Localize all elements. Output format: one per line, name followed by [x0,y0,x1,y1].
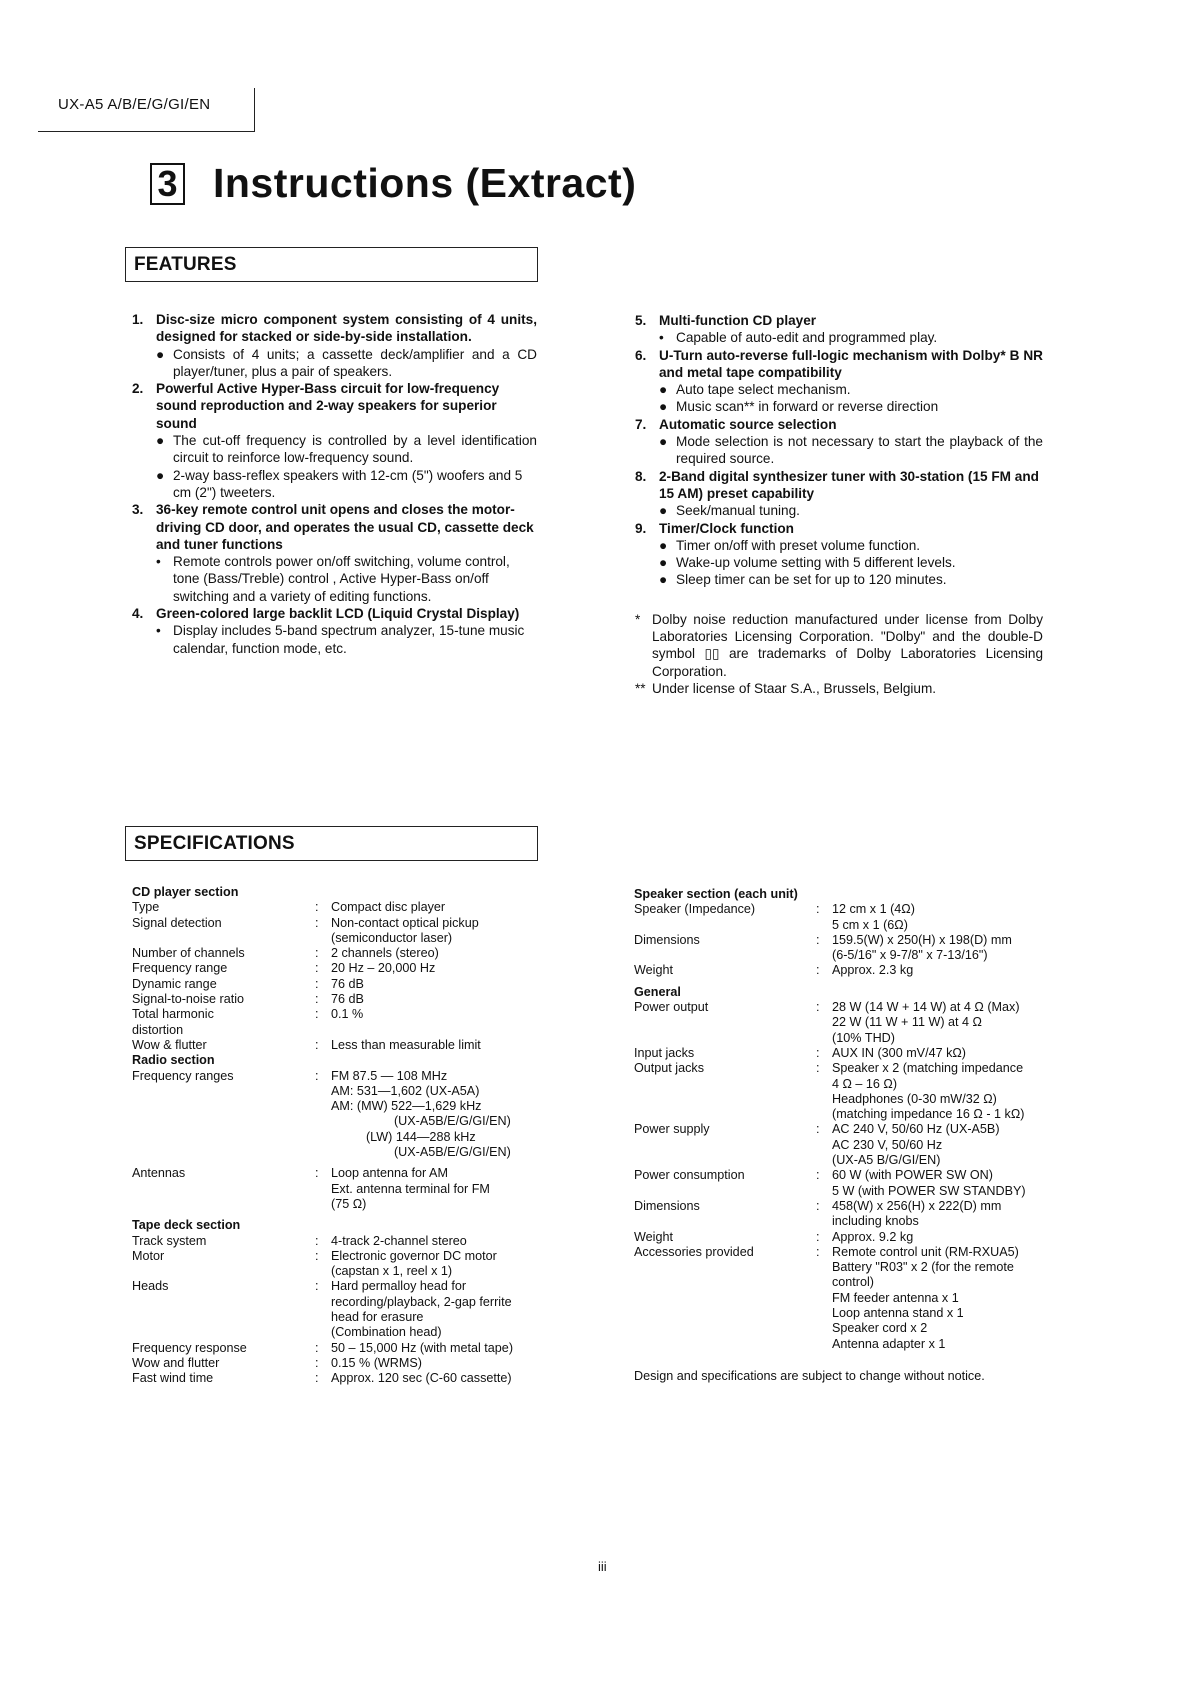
header-rule [38,131,255,132]
spec-value: Less than measurable limit [331,1037,481,1052]
footnote-mark: ** [635,680,646,696]
spec-row: Input jacks : AUX IN (300 mV/47 kΩ) [634,1046,1064,1061]
features-right-column [635,312,1043,697]
spec-value: AUX IN (300 mV/47 kΩ) [832,1045,966,1060]
spec-label: Wow & flutter [132,1037,207,1052]
spec-row: Frequency response : 50 – 15,000 Hz (with metal tape) [132,1341,552,1356]
spec-section-head: Tape deck section [132,1218,241,1233]
feature-subtext: Consists of 4 units; a cassette deck/amplifier and a CD player/tuner, plus a pair of speakers. [173,346,537,379]
feature-subitem [635,433,1043,468]
spec-label: Antennas [132,1166,186,1181]
footnote-text: Dolby noise reduction manufactured under license from Dolby Laboratories Licensing Corporation. "Dolby" and the double-D symbol ▯▯ are trademarks of Dolby Laboratories Licensing Corporation. [652,611,1043,679]
feature-subtext: The cut-off frequency is controlled by a level identification circuit to reinforce low-frequency sound. [173,433,537,466]
feature-number: 7. [635,416,647,432]
footnote-text: Under license of Staar S.A., Brussels, Belgium. [652,680,937,696]
spec-row: Type : Compact disc player [132,900,552,915]
spec-row: Speaker (Impedance) : 12 cm x 1 (4Ω) 5 cm x 1 (6Ω) [634,902,1064,933]
spec-label: Dimensions [634,1198,700,1213]
feature-subitem [635,381,1043,398]
footnote-mark: * [635,611,641,627]
feature-subitem [635,398,1043,415]
feature-title: Automatic source selection [659,416,837,432]
spec-value: Approx. 9.2 kg [832,1229,914,1244]
spec-row: Frequency range : 20 Hz – 20,000 Hz [132,961,552,976]
spec-label: Frequency response [132,1340,247,1355]
bullet: • [156,623,161,639]
spec-value: Hard permalloy head for recording/playback, 2-gap ferrite head for erasure (Combination head) [331,1279,512,1340]
feature-title: Disc-size micro component system consisting of 4 units, designed for stacked or side-by-side installation. [156,312,537,345]
spec-row: Wow & flutter : Less than measurable limit [132,1038,552,1053]
spec-value: 28 W (14 W + 14 W) at 4 Ω (Max) 22 W (11 W + 11 W) at 4 Ω (10% THD) [832,1000,1020,1045]
spec-row: Output jacks : Speaker x 2 (matching impedance 4 Ω – 16 Ω) Headphones (0-30 mW/32 Ω) (matching impedance 16 Ω - 1 kΩ) [634,1061,1064,1122]
feature-subtext: Capable of auto-edit and programmed play. [676,330,938,346]
spec-row: Power consumption : 60 W (with POWER SW ON) 5 W (with POWER SW STANDBY) [634,1168,1064,1199]
feature-subitem [132,346,537,381]
spec-value: 76 dB [331,976,364,991]
spec-label: Motor [132,1248,165,1263]
feature-item [132,501,537,553]
spec-value: 4-track 2-channel stereo [331,1233,467,1248]
spec-value: 458(W) x 256(H) x 222(D) mm including knobs [832,1198,1002,1229]
feature-number: 9. [635,520,647,536]
feature-subitem [635,537,1043,554]
feature-item [132,380,537,432]
header-rule-vertical [254,88,255,132]
spec-value: Loop antenna for AM Ext. antenna terminal for FM (75 Ω) [331,1166,490,1211]
spec-label: Power supply [634,1122,710,1137]
feature-item [635,347,1043,382]
feature-subtext: Music scan** in forward or reverse direction [676,399,939,415]
bullet: ● [659,503,668,519]
spec-row: Frequency ranges : FM 87.5 — 108 MHz AM: 531—1,602 (UX-A5A) AM: (MW) 522—1,629 kHz (UX-A5B/E/G/GI/EN) (LW) 144—288 kHz (UX-A5B/E/G/GI/EN) [132,1069,552,1161]
bullet: ● [659,382,668,398]
feature-item [635,416,1043,433]
bullet: ● [156,433,165,449]
spec-label: Dimensions [634,932,700,947]
spec-label: Weight [634,1229,673,1244]
feature-subtext: Seek/manual tuning. [676,503,800,519]
spec-value: 159.5(W) x 250(H) x 198(D) mm (6-5/16" x 9-7/8" x 7-13/16") [832,932,1012,963]
feature-subtext: Timer on/off with preset volume function. [676,537,921,553]
spec-section-head: General [634,984,681,999]
page-title: Instructions (Extract) [213,160,637,206]
spec-label: Type [132,900,160,915]
spec-label: Signal detection [132,915,222,930]
spec-section-head: Speaker section (each unit) [634,887,798,901]
spec-row: Number of channels : 2 channels (stereo) [132,946,552,961]
feature-item [635,520,1043,537]
feature-subitem [132,553,537,605]
feature-subtext: Sleep timer can be set for up to 120 minutes. [676,572,947,588]
spec-section-head: CD player section [132,885,239,899]
feature-item [635,468,1043,503]
spec-row: Antennas : Loop antenna for AM Ext. antenna terminal for FM (75 Ω) [132,1166,552,1212]
spec-label: Heads [132,1279,169,1294]
features-heading: FEATURES [134,254,237,275]
specifications-heading-box [125,826,538,861]
bullet: • [659,330,664,346]
spec-label: Input jacks [634,1045,695,1060]
spec-value: AC 240 V, 50/60 Hz (UX-A5B) AC 230 V, 50/60 Hz (UX-A5 B/G/GI/EN) [832,1122,1000,1168]
spec-row: Total harmonic distortion : 0.1 % [132,1007,552,1038]
model-number: UX-A5 A/B/E/G/GI/EN [58,96,211,113]
features-left-column [132,311,537,657]
bullet: ● [659,555,668,571]
spec-value: 12 cm x 1 (4Ω) 5 cm x 1 (6Ω) [832,902,915,932]
feature-subitem [132,432,537,467]
spec-section-head: Radio section [132,1053,215,1068]
spec-value: Approx. 2.3 kg [832,963,914,978]
feature-subitem [132,467,537,502]
feature-subitem [635,571,1043,588]
footnote [635,611,1043,680]
feature-subitem [635,554,1043,571]
spec-row: Dimensions : 159.5(W) x 250(H) x 198(D) mm (6-5/16" x 9-7/8" x 7-13/16") [634,933,1064,964]
spec-label: Number of channels [132,946,245,961]
spec-row: Accessories provided : Remote control unit (RM-RXUA5) Battery "R03" x 2 (for the remote control) FM feeder antenna x 1 Loop antenna stand x 1 Speaker cord x 2 Antenna adapter x 1 [634,1245,1064,1352]
features-heading-box [125,247,538,282]
feature-number: 4. [132,606,144,622]
spec-label: Fast wind time [132,1371,214,1386]
feature-title: Green-colored large backlit LCD (Liquid Crystal Display) [156,606,520,622]
spec-label: Frequency range [132,961,228,976]
bullet: ● [156,346,165,362]
bullet: ● [659,434,668,450]
spec-label: Track system [132,1233,207,1248]
feature-number: 5. [635,313,647,328]
feature-number: 2. [132,381,144,397]
spec-label: Wow and flutter [132,1355,220,1370]
feature-number: 6. [635,347,647,363]
feature-item [132,311,537,346]
spec-row: Weight : Approx. 9.2 kg [634,1230,1064,1245]
specs-left-column [132,885,552,1387]
feature-title: 36-key remote control unit opens and closes the motor-driving CD door, and operates the usual CD, cassette deck and tuner functions [156,502,534,552]
feature-subtext: Remote controls power on/off switching, volume control, tone (Bass/Treble) control , Active Hyper-Bass on/off switching and a variety of editing functions. [173,554,510,604]
feature-title: Multi-function CD player [659,313,817,328]
feature-title: 2-Band digital synthesizer tuner with 30-station (15 FM and 15 AM) preset capability [659,468,1039,501]
spec-value: 2 channels (stereo) [331,946,439,961]
spec-value: 50 – 15,000 Hz (with metal tape) [331,1340,514,1355]
spec-value: Approx. 120 sec (C-60 cassette) [331,1371,512,1386]
spec-value: 76 dB [331,992,364,1007]
spec-row: Heads : Hard permalloy head for recording/playback, 2-gap ferrite head for erasure (Combination head) [132,1279,552,1340]
specs-right-column [634,887,1064,1352]
spec-row: Fast wind time : Approx. 120 sec (C-60 cassette) [132,1371,552,1386]
spec-value: Speaker x 2 (matching impedance 4 Ω – 16 Ω) Headphones (0-30 mW/32 Ω) (matching impedance 16 Ω - 1 kΩ) [832,1061,1025,1122]
spec-row: Track system : 4-track 2-channel stereo [132,1234,552,1249]
spec-label: Frequency ranges [132,1068,234,1083]
feature-number: 1. [132,312,144,327]
spec-label: Accessories provided [634,1244,754,1259]
chapter-number: 3 [150,163,185,205]
spec-label: Weight [634,963,673,978]
spec-label: Signal-to-noise ratio [132,992,245,1007]
footnote [635,680,1043,697]
bullet: ● [659,572,668,588]
spec-label: Speaker (Impedance) [634,902,756,917]
feature-item [635,312,1043,329]
spec-value: FM 87.5 — 108 MHz AM: 531—1,602 (UX-A5A) AM: (MW) 522—1,629 kHz (UX-A5B/E/G/GI/EN) (LW) 144—288 kHz (UX-A5B/E/G/GI/EN) [331,1068,511,1160]
feature-number: 3. [132,502,144,518]
spec-row: Dynamic range : 76 dB [132,977,552,992]
spec-row: Power supply : AC 240 V, 50/60 Hz (UX-A5B) AC 230 V, 50/60 Hz (UX-A5 B/G/GI/EN) [634,1122,1064,1168]
bullet: ● [659,537,668,553]
spec-label: Output jacks [634,1061,704,1076]
spec-row: Dimensions : 458(W) x 256(H) x 222(D) mm including knobs [634,1199,1064,1230]
spec-label: Power output [634,1000,709,1015]
bullet: ● [659,399,668,415]
spec-value: 0.1 % [331,1007,364,1022]
spec-value: Non-contact optical pickup (semiconductor laser) [331,915,479,945]
spec-value: 0.15 % (WRMS) [331,1355,422,1370]
feature-subitem [635,502,1043,519]
chapter-heading [150,160,636,207]
page-number: iii [598,1559,607,1574]
feature-subtext: Display includes 5-band spectrum analyzer, 15-tune music calendar, function mode, etc. [173,623,525,656]
feature-subtext: Wake-up volume setting with 5 different levels. [676,555,956,571]
feature-item [132,605,537,622]
feature-subitem [132,622,537,657]
feature-title: U-Turn auto-reverse full-logic mechanism with Dolby* B NR and metal tape compatibility [659,347,1043,380]
spec-row: Signal detection : Non-contact optical pickup (semiconductor laser) [132,916,552,947]
feature-subtext: Auto tape select mechanism. [676,382,851,398]
feature-title: Timer/Clock function [659,520,794,536]
design-change-note: Design and specifications are subject to change without notice. [634,1369,985,1383]
feature-subtext: Mode selection is not necessary to start the playback of the required source. [676,434,1043,467]
bullet: ● [156,467,165,483]
spec-value: Compact disc player [331,900,446,915]
spec-row: Motor : Electronic governor DC motor (capstan x 1, reel x 1) [132,1249,552,1280]
specifications-heading: SPECIFICATIONS [134,833,295,854]
spec-row: Wow and flutter : 0.15 % (WRMS) [132,1356,552,1371]
spec-row: Signal-to-noise ratio : 76 dB [132,992,552,1007]
feature-subitem [635,329,1043,346]
spec-row: Weight : Approx. 2.3 kg [634,963,1064,978]
bullet: • [156,554,161,570]
spec-label: Power consumption [634,1168,745,1183]
spec-label: Dynamic range [132,976,217,991]
spec-value: Remote control unit (RM-RXUA5) Battery "R03" x 2 (for the remote control) FM feeder antenna x 1 Loop antenna stand x 1 Speaker cord x 2 Antenna adapter x 1 [832,1244,1019,1351]
spec-label: Total harmonic distortion [132,1007,214,1037]
spec-value: 20 Hz – 20,000 Hz [331,961,436,976]
feature-number: 8. [635,468,647,484]
spec-value: 60 W (with POWER SW ON) 5 W (with POWER SW STANDBY) [832,1168,1026,1198]
feature-title: Powerful Active Hyper-Bass circuit for low-frequency sound reproduction and 2-way speakers for superior sound [156,381,500,431]
feature-subtext: 2-way bass-reflex speakers with 12-cm (5") woofers and 5 cm (2") tweeters. [173,467,523,500]
spec-value: Electronic governor DC motor (capstan x 1, reel x 1) [331,1248,497,1279]
spec-row: Power output : 28 W (14 W + 14 W) at 4 Ω (Max) 22 W (11 W + 11 W) at 4 Ω (10% THD) [634,1000,1064,1046]
